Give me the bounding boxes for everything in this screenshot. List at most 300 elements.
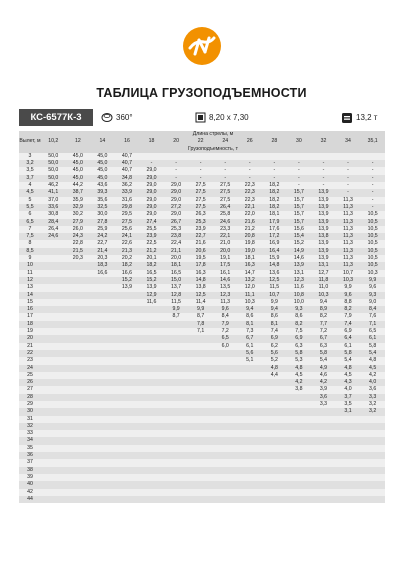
capacity-cell: 3,3	[360, 394, 385, 401]
capacity-cell	[238, 423, 263, 430]
capacity-cell: -	[360, 189, 385, 196]
capacity-cell	[90, 423, 115, 430]
capacity-cell	[115, 379, 140, 386]
radius-cell: 38	[19, 467, 41, 474]
capacity-cell: 9,9	[360, 277, 385, 284]
capacity-cell	[90, 416, 115, 423]
capacity-cell	[336, 474, 361, 481]
capacity-cell	[336, 423, 361, 430]
capacity-cell: 12,5	[188, 292, 213, 299]
capacity-cell: 16,3	[188, 270, 213, 277]
capacity-cell: 13,9	[311, 255, 336, 262]
capacity-cell	[311, 445, 336, 452]
capacity-cell: 7,6	[360, 313, 385, 320]
capacity-cell: 25,9	[90, 226, 115, 233]
capacity-cell: 15,0	[164, 277, 189, 284]
capacity-cell	[164, 430, 189, 437]
capacity-cell: 4,0	[360, 379, 385, 386]
capacity-cell: 10,3	[311, 292, 336, 299]
capacity-cell	[139, 379, 164, 386]
capacity-cell: 3,7	[336, 394, 361, 401]
capacity-cell: 13,8	[311, 233, 336, 240]
capacity-cell	[287, 408, 312, 415]
capacity-cell: 26,3	[188, 211, 213, 218]
capacity-cell	[164, 496, 189, 503]
capacity-cell: 16,5	[139, 270, 164, 277]
capacity-cell: 3,3	[311, 401, 336, 408]
capacity-cell: 10,7	[336, 270, 361, 277]
radius-cell: 14	[19, 292, 41, 299]
capacity-cell: 5,8	[360, 343, 385, 350]
capacity-cell	[115, 306, 140, 313]
boom-length-cell: 16	[115, 138, 140, 145]
capacity-cell	[360, 459, 385, 466]
capacity-cell: 36,2	[115, 182, 140, 189]
capacity-cell: 10,0	[287, 299, 312, 306]
capacity-cell: 13,9	[311, 240, 336, 247]
capacity-cell	[262, 467, 287, 474]
table-row	[19, 394, 385, 401]
capacity-cell: 11,3	[336, 211, 361, 218]
capacity-cell: 8,1	[262, 321, 287, 328]
capacity-cell: -	[188, 160, 213, 167]
capacity-cell: 21,3	[115, 248, 140, 255]
capacity-cell: 14,7	[238, 270, 263, 277]
capacity-cell	[115, 328, 140, 335]
capacity-cell	[188, 357, 213, 364]
table-row	[19, 197, 385, 204]
capacity-cell: -	[213, 160, 238, 167]
capacity-cell: 11,6	[287, 284, 312, 291]
capacity-cell	[115, 313, 140, 320]
capacity-cell	[287, 416, 312, 423]
capacity-cell: -	[311, 160, 336, 167]
capacity-cell: 12,9	[139, 292, 164, 299]
capacity-cell	[336, 416, 361, 423]
capacity-cell	[336, 437, 361, 444]
capacity-cell: 9,4	[262, 306, 287, 313]
capacity-cell	[311, 153, 336, 160]
radius-cell: 32	[19, 423, 41, 430]
capacity-cell	[41, 452, 66, 459]
capacity-cell	[66, 408, 91, 415]
capacity-cell: 7,4	[336, 321, 361, 328]
capacity-cell: 32,9	[66, 204, 91, 211]
capacity-cell: 17,2	[262, 233, 287, 240]
capacity-cell: 27,5	[188, 182, 213, 189]
capacity-cell: 12,8	[164, 292, 189, 299]
capacity-cell	[139, 386, 164, 393]
capacity-cell: 6,2	[262, 343, 287, 350]
capacity-cell	[188, 437, 213, 444]
capacity-cell: 28,4	[41, 219, 66, 226]
capacity-cell: 29,8	[115, 204, 140, 211]
capacity-cell	[66, 284, 91, 291]
table-row	[19, 204, 385, 211]
table-row	[19, 445, 385, 452]
capacity-cell: 13,9	[287, 262, 312, 269]
capacity-cell: 41,1	[41, 189, 66, 196]
capacity-cell	[336, 467, 361, 474]
capacity-cell	[287, 474, 312, 481]
capacity-cell	[311, 430, 336, 437]
capacity-cell: 4,4	[262, 372, 287, 379]
capacity-cell	[262, 489, 287, 496]
capacity-cell	[287, 489, 312, 496]
capacity-cell: 7,3	[238, 328, 263, 335]
capacity-cell: 4,5	[336, 372, 361, 379]
capacity-cell	[213, 416, 238, 423]
capacity-cell: 13,1	[311, 262, 336, 269]
capacity-cell	[90, 292, 115, 299]
capacity-cell	[360, 489, 385, 496]
capacity-cell	[41, 474, 66, 481]
capacity-cell: 22,0	[238, 211, 263, 218]
capacity-cell: 25,6	[115, 226, 140, 233]
capacity-cell: 27,5	[213, 197, 238, 204]
capacity-cell	[66, 459, 91, 466]
capacity-cell	[238, 379, 263, 386]
capacity-cell: 11,5	[262, 284, 287, 291]
capacity-cell: 4,3	[336, 379, 361, 386]
capacity-cell: 16,5	[164, 270, 189, 277]
capacity-cell: -	[139, 160, 164, 167]
boom-length-header: Длина стрелы, м	[41, 131, 385, 138]
capacity-cell	[41, 343, 66, 350]
radius-cell: 24	[19, 365, 41, 372]
table-row	[19, 459, 385, 466]
capacity-cell: 22,6	[115, 240, 140, 247]
capacity-cell: 50,0	[41, 160, 66, 167]
radius-cell: 23	[19, 357, 41, 364]
radius-cell: 22	[19, 350, 41, 357]
capacity-cell	[66, 423, 91, 430]
capacity-cell: 35,6	[90, 197, 115, 204]
table-row	[19, 328, 385, 335]
capacity-cell: 29,0	[139, 182, 164, 189]
capacity-cell: 18,1	[238, 255, 263, 262]
capacity-cell	[66, 321, 91, 328]
capacity-cell: 9,9	[262, 299, 287, 306]
capacity-cell: 27,8	[90, 219, 115, 226]
capacity-cell: 14,8	[188, 277, 213, 284]
boom-length-cell: 24	[213, 138, 238, 145]
radius-cell: 20	[19, 335, 41, 342]
capacity-cell	[360, 481, 385, 488]
capacity-cell: 6,7	[311, 335, 336, 342]
capacity-cell	[164, 401, 189, 408]
radius-cell: 3	[19, 153, 41, 160]
capacity-cell: 22,3	[238, 182, 263, 189]
capacity-cell: -	[360, 167, 385, 174]
capacity-cell	[139, 445, 164, 452]
capacity-cell	[164, 335, 189, 342]
radius-cell: 34	[19, 437, 41, 444]
table-row	[19, 306, 385, 313]
capacity-cell	[90, 350, 115, 357]
capacity-cell	[139, 357, 164, 364]
capacity-cell: 9,4	[238, 306, 263, 313]
table-row	[19, 240, 385, 247]
capacity-cell: 21,1	[164, 248, 189, 255]
capacity-cell: 13,1	[287, 270, 312, 277]
capacity-cell: 5,6	[262, 350, 287, 357]
capacity-cell	[336, 481, 361, 488]
capacity-cell: 11,3	[336, 226, 361, 233]
capacity-cell	[115, 445, 140, 452]
capacity-cell: 13,6	[262, 270, 287, 277]
radius-cell: 31	[19, 416, 41, 423]
capacity-cell: 26,4	[41, 226, 66, 233]
capacity-cell	[262, 386, 287, 393]
capacity-cell: -	[336, 182, 361, 189]
capacity-cell: 31,6	[115, 197, 140, 204]
capacity-cell: -	[311, 182, 336, 189]
capacity-cell: 29,0	[139, 197, 164, 204]
capacity-cell: -	[311, 175, 336, 182]
capacity-cell	[66, 313, 91, 320]
table-row	[19, 357, 385, 364]
capacity-cell: 11,3	[336, 197, 361, 204]
capacity-cell: -	[164, 160, 189, 167]
capacity-cell: 10,5	[360, 240, 385, 247]
capacity-cell	[213, 379, 238, 386]
radius-cell: 44	[19, 496, 41, 503]
table-row	[19, 343, 385, 350]
capacity-cell: 13,9	[115, 284, 140, 291]
capacity-cell	[311, 408, 336, 415]
boom-lengths-row	[19, 138, 385, 145]
capacity-cell	[115, 489, 140, 496]
capacity-cell: 18,2	[115, 262, 140, 269]
capacity-cell	[139, 489, 164, 496]
capacity-cell: -	[336, 167, 361, 174]
capacity-cell: 8,7	[164, 313, 189, 320]
capacity-cell	[238, 481, 263, 488]
capacity-cell: -	[213, 167, 238, 174]
capacity-cell: 24,1	[115, 233, 140, 240]
capacity-cell: 7,1	[360, 321, 385, 328]
capacity-cell: 30,0	[90, 211, 115, 218]
boom-length-cell: 34	[336, 138, 361, 145]
capacity-cell	[139, 452, 164, 459]
capacity-cell	[66, 372, 91, 379]
capacity-cell: 4,5	[287, 372, 312, 379]
capacity-cell	[115, 452, 140, 459]
capacity-cell	[90, 343, 115, 350]
capacity-cell	[90, 306, 115, 313]
radius-cell: 39	[19, 474, 41, 481]
capacity-cell: 19,1	[213, 255, 238, 262]
capacity-cell: 5,8	[311, 350, 336, 357]
capacity-cell	[139, 153, 164, 160]
capacity-cell: 9,3	[360, 292, 385, 299]
capacity-cell	[188, 335, 213, 342]
capacity-cell: 20,8	[238, 233, 263, 240]
capacity-cell	[238, 452, 263, 459]
capacity-cell: 14,6	[287, 255, 312, 262]
capacity-cell	[90, 313, 115, 320]
capacity-cell: 24,6	[41, 233, 66, 240]
capacity-cell: 5,6	[238, 350, 263, 357]
capacity-cell	[188, 459, 213, 466]
capacity-cell: 35,9	[66, 197, 91, 204]
radius-cell: 42	[19, 489, 41, 496]
capacity-cell	[262, 481, 287, 488]
capacity-cell	[287, 437, 312, 444]
table-row	[19, 423, 385, 430]
capacity-cell: 13,9	[139, 284, 164, 291]
capacity-cell: 6,0	[213, 343, 238, 350]
capacity-cell: 18,2	[262, 182, 287, 189]
capacity-cell: 11,8	[311, 277, 336, 284]
radius-cell: 10	[19, 262, 41, 269]
capacity-cell	[139, 306, 164, 313]
capacity-cell: 7,1	[188, 328, 213, 335]
capacity-cell	[41, 408, 66, 415]
capacity-cell: 5,4	[311, 357, 336, 364]
table-row	[19, 248, 385, 255]
table-row	[19, 496, 385, 503]
capacity-cell: 12,7	[311, 270, 336, 277]
table-row	[19, 262, 385, 269]
capacity-cell	[213, 452, 238, 459]
max-load-spec	[341, 111, 377, 124]
capacity-cell: -	[262, 160, 287, 167]
capacity-cell	[41, 299, 66, 306]
capacity-cell	[188, 365, 213, 372]
capacity-cell	[164, 416, 189, 423]
capacity-cell	[139, 416, 164, 423]
capacity-cell	[188, 401, 213, 408]
capacity-cell	[213, 489, 238, 496]
radius-cell: 13	[19, 284, 41, 291]
capacity-cell	[262, 416, 287, 423]
capacity-cell	[213, 467, 238, 474]
capacity-cell	[66, 357, 91, 364]
capacity-cell: 4,9	[311, 365, 336, 372]
capacity-cell	[115, 474, 140, 481]
table-row	[19, 379, 385, 386]
capacity-cell: 23,3	[213, 226, 238, 233]
capacity-cell: 11,3	[213, 299, 238, 306]
capacity-cell: 8,1	[238, 321, 263, 328]
capacity-cell: 27,5	[213, 182, 238, 189]
capacity-cell: 4,8	[287, 365, 312, 372]
capacity-cell: 8,9	[311, 306, 336, 313]
capacity-cell: -	[287, 167, 312, 174]
capacity-cell	[262, 459, 287, 466]
capacity-cell	[336, 153, 361, 160]
capacity-cell: 18,2	[262, 204, 287, 211]
capacity-cell: 9,4	[311, 299, 336, 306]
radius-header: Вылет, м	[19, 131, 41, 153]
capacity-cell: 7,7	[311, 321, 336, 328]
capacity-cell: 29,0	[139, 211, 164, 218]
capacity-cell	[41, 481, 66, 488]
capacity-cell: -	[164, 175, 189, 182]
capacity-cell: 6,9	[287, 335, 312, 342]
capacity-cell: 10,5	[360, 226, 385, 233]
table-row	[19, 270, 385, 277]
capacity-cell	[66, 445, 91, 452]
capacity-cell: 46,2	[41, 182, 66, 189]
table-row	[19, 365, 385, 372]
capacity-cell: 26,7	[164, 219, 189, 226]
capacity-cell	[41, 372, 66, 379]
capacity-cell	[311, 452, 336, 459]
capacity-cell: 13,9	[311, 211, 336, 218]
capacity-cell	[90, 445, 115, 452]
capacity-cell	[41, 430, 66, 437]
radius-cell: 8	[19, 240, 41, 247]
capacity-cell: 11,1	[238, 292, 263, 299]
capacity-cell	[66, 299, 91, 306]
capacity-cell	[139, 459, 164, 466]
table-row	[19, 277, 385, 284]
capacity-cell	[164, 394, 189, 401]
capacity-cell: -	[360, 204, 385, 211]
radius-cell: 4,5	[19, 189, 41, 196]
outrigger-spec	[195, 111, 249, 124]
capacity-cell	[213, 365, 238, 372]
capacity-cell	[188, 467, 213, 474]
capacity-cell	[66, 262, 91, 269]
capacity-cell	[164, 357, 189, 364]
weight-icon	[341, 112, 353, 124]
capacity-cell	[287, 452, 312, 459]
capacity-cell: 32,5	[90, 204, 115, 211]
capacity-cell: 3,6	[311, 394, 336, 401]
capacity-cell	[213, 496, 238, 503]
capacity-cell	[262, 423, 287, 430]
radius-cell: 17	[19, 313, 41, 320]
radius-cell: 40	[19, 481, 41, 488]
capacity-cell: -	[188, 175, 213, 182]
capacity-cell	[139, 401, 164, 408]
capacity-cell: 15,4	[287, 233, 312, 240]
capacity-cell	[213, 474, 238, 481]
capacity-cell: 3,2	[360, 408, 385, 415]
capacity-cell: 13,8	[188, 284, 213, 291]
capacity-cell	[90, 481, 115, 488]
capacity-cell	[115, 292, 140, 299]
capacity-cell	[336, 430, 361, 437]
capacity-cell: 27,4	[139, 219, 164, 226]
capacity-cell	[238, 437, 263, 444]
capacity-cell	[188, 350, 213, 357]
capacity-cell: 8,4	[360, 306, 385, 313]
capacity-cell	[238, 445, 263, 452]
capacity-cell: 29,0	[164, 197, 189, 204]
capacity-cell: 14,8	[262, 262, 287, 269]
capacity-cell	[66, 481, 91, 488]
capacity-cell	[360, 474, 385, 481]
capacity-cell	[139, 423, 164, 430]
capacity-cell: 10,5	[360, 248, 385, 255]
capacity-cell: 34,8	[115, 175, 140, 182]
capacity-cell: 13,9	[311, 197, 336, 204]
capacity-cell: 7,2	[311, 328, 336, 335]
capacity-cell: 3,1	[336, 408, 361, 415]
capacity-cell: 18,2	[139, 262, 164, 269]
rotation-value: 360°	[116, 113, 133, 122]
capacity-cell: 26,0	[66, 226, 91, 233]
capacity-cell	[115, 343, 140, 350]
capacity-cell	[164, 445, 189, 452]
capacity-cell: 9,0	[360, 299, 385, 306]
capacity-cell: -	[213, 175, 238, 182]
